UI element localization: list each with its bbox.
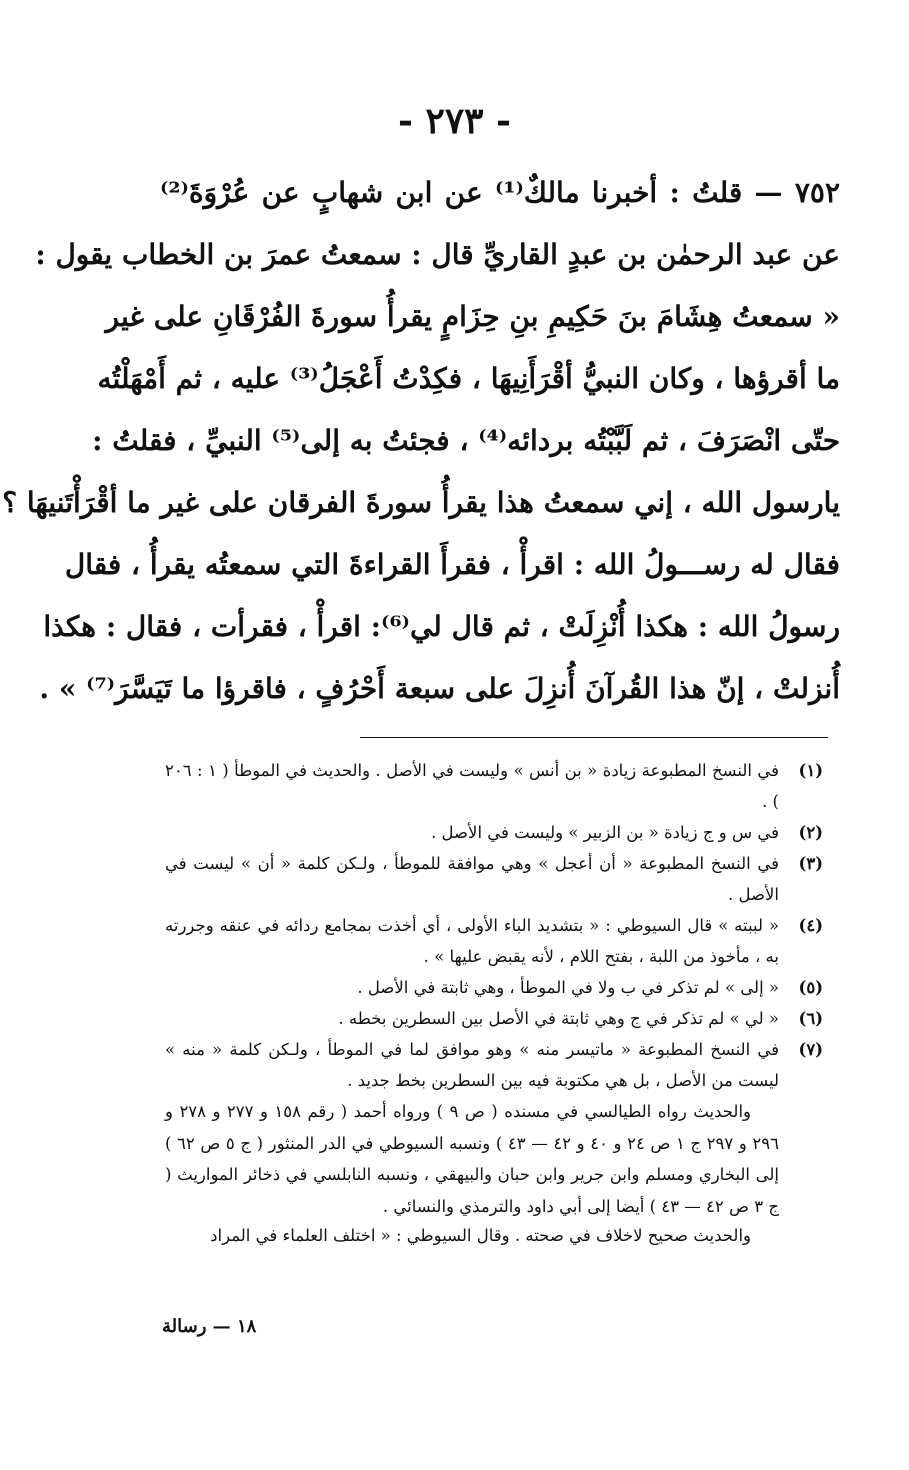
page-number: - ٢٧٣ -: [398, 100, 511, 142]
text-line: عن عبد الرحمٰن بن عبدٍ القاريِّ قال : سمعتُ عمرَ بن الخطاب يقول :: [35, 238, 840, 271]
footnote-text: في س و ج زيادة « بن الزبير » وليست في الأصل .: [431, 823, 779, 842]
footnote-text: « لببته » قال السيوطي : « بتشديد الباء الأولى ، أي أخذت بمجامع ردائه في عنقه وجررته به ، مأخوذ من اللبة ، بفتح اللام ، لأنه يقبض عليها » .: [165, 916, 779, 966]
text-line: يارسول الله ، إني سمعتُ هذا يقرأُ سورةَ الفرقان على غير ما أقْرَأْتَنيهَا ؟: [2, 486, 840, 519]
footnote-text: « لي » لم تذكر في ج وهي ثابتة في الأصل بين السطرين بخطه .: [338, 1009, 779, 1028]
footnote-marker: (٦): [798, 1009, 823, 1028]
footnote-text: في النسخ المطبوعة زيادة « بن أنس » وليست في الأصل . والحديث في الموطأ ( ١ : ٢٠٦ ) .: [165, 761, 779, 811]
text-line: أُنزلتْ ، إنّ هذا القُرآنَ أُنزِلَ على سبعة أَحْرُفٍ ، فاقرؤا ما تَيَسَّرَ⁽⁷⁾ » .: [39, 672, 840, 705]
footnote-marker: (٥): [798, 978, 823, 997]
signature-mark: ١٨ — رسالة: [162, 1316, 257, 1337]
footnote-text: « إلى » لم تذكر في ب ولا في الموطأ ، وهي ثابتة في الأصل .: [357, 978, 779, 997]
footnote-continuation: والحديث صحيح لاخلاف في صحته . وقال السيوطي : « اختلف العلماء في المراد: [210, 1226, 751, 1245]
footnote: [165, 972, 823, 1003]
footnote: [165, 817, 823, 848]
footnotes: [165, 755, 823, 1250]
text-line: حتّى انْصَرَفَ ، ثم لَبَّبْتُه بردائه⁽⁴⁾ ، فجئتُ به إلى⁽⁵⁾ النبيِّ ، فقلتُ :: [92, 424, 840, 457]
footnote-marker: (١): [798, 761, 823, 780]
footnote-text: في النسخ المطبوعة « ماتيسر منه » وهو موافق لما في الموطأ ، ولـكن كلمة « منه » ليست من الأصل ، بل هي مكتوبة فيه بين السطرين بخط جديد .: [165, 1040, 779, 1090]
footnote-divider: [360, 737, 828, 738]
footnote-text: في النسخ المطبوعة « أن أعجل » وهي موافقة للموطأ ، ولـكن كلمة « أن » ليست في الأصل .: [165, 854, 779, 904]
footnote-marker: (٣): [798, 854, 823, 873]
footnote-marker: (٤): [798, 916, 823, 935]
footnote: [165, 848, 823, 910]
footnote: [165, 755, 823, 817]
footnote: [165, 1034, 823, 1096]
footnote-continuation: والحديث رواه الطيالسي في مسنده ( ص ٩ ) ورواه أحمد ( رقم ١٥٨ و ٢٧٧ و ٢٧٨ و ٢٩٦ و ٢٩٧ ج ١ ص ٢٤ و ٤٠ و ٤٢ — ٤٣ ) ونسبه السيوطي في الدر المنثور ( ج ٥ ص ٦٢ ) إلى البخاري ومسلم وابن جرير وابن حبان والبيهقي ، ونسبه النابلسي في ذخائر المواريث ( ج ٣ ص ٤٢ — ٤٣ ) أيضا إلى أبي داود والترمذي والنسائي .: [165, 1102, 779, 1216]
footnote: [165, 910, 823, 972]
text-line: ٧٥٢ — قلتُ : أخبرنا مالكٌ⁽¹⁾ عن ابن شهابٍ عن عُرْوَةَ⁽²⁾: [160, 176, 840, 209]
hadith-text: [2, 162, 840, 720]
footnote: [165, 1003, 823, 1034]
text-line: « سمعتُ هِشَامَ بنَ حَكِيمِ بنِ حِزَامٍ يقرأُ سورةَ الفُرْقَانِ على غير: [105, 300, 840, 333]
footnote-marker: (٧): [798, 1040, 823, 1059]
text-line: رسولُ الله : هكذا أُنْزِلَتْ ، ثم قال لي⁽⁶⁾: اقرأْ ، فقرأت ، فقال : هكذا: [43, 610, 840, 643]
text-line: ما أقرؤها ، وكان النبيُّ أقْرَأَنِيهَا ، فكِدْتُ أَعْجَلُ⁽³⁾ عليه ، ثم أَمْهَلْتُه: [97, 362, 840, 395]
text-line: فقال له رســـولُ الله : اقرأْ ، فقرأَ القراءةَ التي سمعتُه يقرأُ ، فقال: [64, 548, 840, 581]
footnote-marker: (٢): [798, 823, 823, 842]
